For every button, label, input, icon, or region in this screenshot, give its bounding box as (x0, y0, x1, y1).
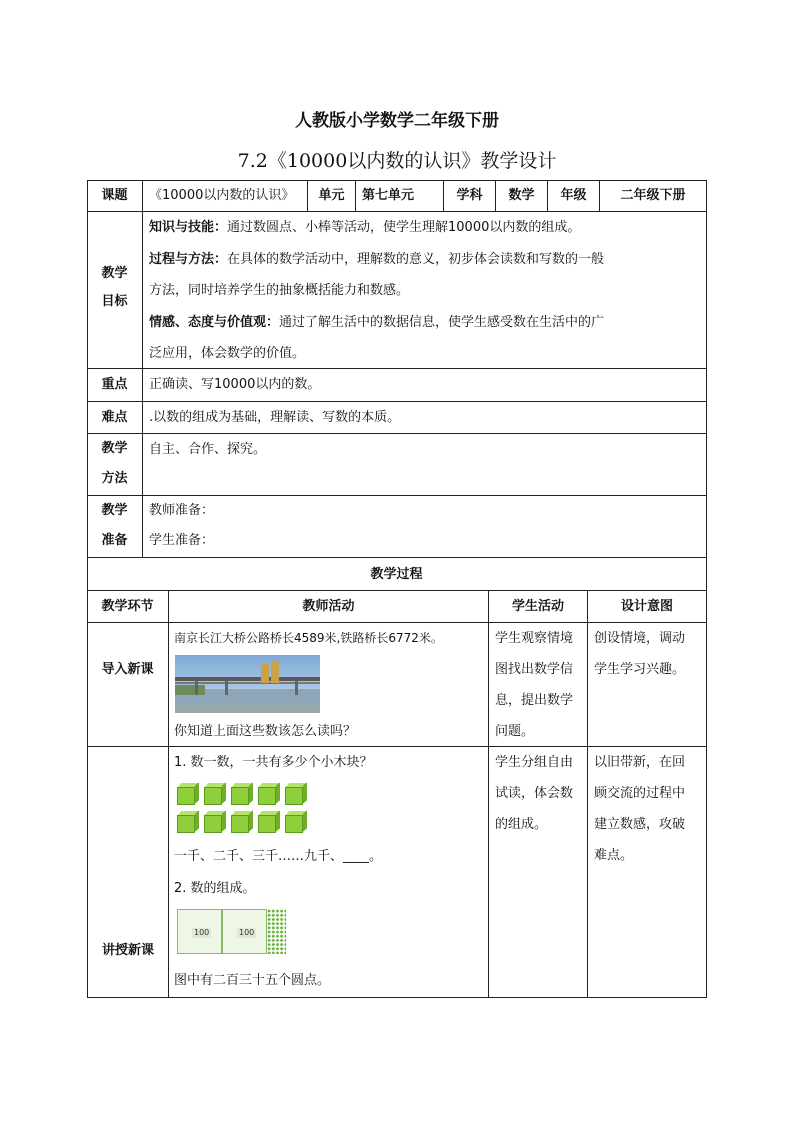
unit-value: 第七单元 (356, 180, 444, 212)
wood-block (177, 783, 199, 805)
lecture-q1: 1. 数一数，一共有多少个小木块？ (174, 755, 373, 770)
lecture-intent: 以旧带新，在回 顾交流的过程中 建立数感，攻破 难点。 (588, 747, 707, 998)
intro-question: 你知道上面这些数该怎么读吗？ (174, 724, 357, 739)
key-point-label: 重点 (87, 369, 143, 402)
dots-caption: 图中有二百三十五个圆点。 (174, 973, 331, 988)
dots-image (177, 909, 289, 957)
grade-label: 年级 (548, 180, 600, 212)
topic-value: 《10000以内数的认识》 (143, 180, 308, 212)
wood-block (285, 811, 307, 833)
method-text: 自主、合作、探究。 (143, 434, 707, 496)
intro-stage: 导入新课 (87, 623, 169, 747)
lecture-teacher-activity (169, 747, 489, 998)
answer-blank: ____ (343, 849, 370, 864)
wood-blocks-image (177, 783, 317, 835)
subject-label: 学科 (444, 180, 496, 212)
wood-block (204, 811, 226, 833)
wood-block (177, 811, 199, 833)
wood-block (258, 811, 280, 833)
col-intent-header: 设计意图 (588, 591, 707, 623)
process-title: 教学过程 (87, 558, 707, 591)
document-subtitle: 7.2《10000以内数的认识》教学设计 (237, 150, 557, 172)
intro-intent: 创设情境，调动 学生学习兴趣。 (588, 623, 707, 747)
intro-teacher-activity (169, 623, 489, 747)
hundred-dot-square-1: 100 (177, 909, 222, 954)
difficulty-label: 难点 (87, 402, 143, 434)
wood-block (231, 783, 253, 805)
goal-process: 过程与方法：在具体的数学活动中，理解数的意义，初步体会读数和写数的一般 (149, 251, 605, 267)
col-student-header: 学生活动 (489, 591, 588, 623)
prep-label: 教学 准备 (87, 496, 143, 558)
grade-value: 二年级下册 (600, 180, 707, 212)
lecture-q2: 2. 数的组成。 (174, 881, 256, 896)
hundred-dot-square-2: 100 (222, 909, 267, 954)
col-stage-header: 教学环节 (87, 591, 169, 623)
topic-label: 课题 (87, 180, 143, 212)
method-label: 教学 方法 (87, 434, 143, 496)
intro-bridge-text: 南京长江大桥公路桥长4589米,铁路桥长6772米。 (174, 631, 443, 645)
prep-student: 学生准备： (149, 533, 215, 548)
lecture-stage: 讲授新课 (87, 747, 169, 998)
goals-label: 教学 目标 (87, 212, 143, 369)
wood-block (204, 783, 226, 805)
document-title: 人教版小学数学二年级下册 (295, 111, 499, 131)
lecture-student-activity: 学生分组自由 试读，体会数 的组成。 (489, 747, 588, 998)
difficulty-text: .以数的组成为基础，理解读、写数的本质。 (143, 402, 707, 434)
prep-content (143, 496, 707, 558)
goal-emotion: 情感、态度与价值观：通过了解生活中的数据信息，使学生感受数在生活中的广 (149, 314, 605, 330)
unit-label: 单元 (308, 180, 356, 212)
intro-student-activity: 学生观察情境 图找出数学信 息，提出数学 问题。 (489, 623, 588, 747)
dot-columns (267, 909, 286, 954)
goal-knowledge: 知识与技能：通过数圆点、小棒等活动，使学生理解10000以内数的组成。 (149, 220, 581, 235)
wood-block (231, 811, 253, 833)
key-point-text: 正确读、写10000以内的数。 (143, 369, 707, 402)
bridge-photo (175, 655, 320, 713)
prep-teacher: 教师准备： (149, 503, 215, 518)
goals-content: 知识与技能：通过数圆点、小棒等活动，使学生理解10000以内数的组成。 过程与方法：在具体的数学活动中，理解数的意义，初步体会读数和写数的一般 方法，同时培养学生的抽象概括能力和数感。 情感、态度与价值观：通过了解生活中的数据信息，使学生感受数在生活中的广 泛应用，体会数学的价值。 (143, 212, 707, 369)
lecture-sequence: 一千、二千、三千……九千、____。 (174, 849, 383, 864)
wood-block (258, 783, 280, 805)
subject-value: 数学 (496, 180, 548, 212)
bridge-photo-image (175, 655, 320, 713)
wood-block (285, 783, 307, 805)
col-teacher-header: 教师活动 (169, 591, 489, 623)
